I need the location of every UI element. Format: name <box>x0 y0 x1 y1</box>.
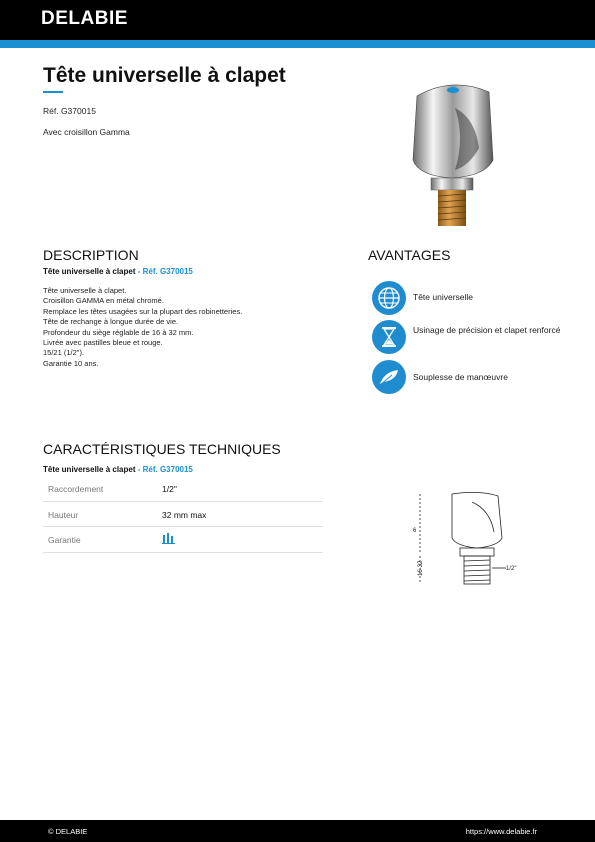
description-product-ref: - Réf. G370015 <box>137 267 193 276</box>
specs-subheading <box>43 465 193 474</box>
drawing-dim-depth: 16-32 <box>418 560 424 576</box>
footer-copyright: © DELABIE <box>48 827 88 836</box>
specs-product-ref: - Réf. G370015 <box>137 465 193 474</box>
footer-link[interactable]: https://www.delabie.fr <box>465 827 537 836</box>
accent-stripe <box>0 40 595 48</box>
advantage-label: Tête universelle <box>413 292 474 302</box>
specs-product-name: Tête universelle à clapet <box>43 465 136 474</box>
product-subtitle: Avec croisillon Gamma <box>43 127 130 137</box>
description-line: Livrée avec pastilles bleue et rouge. <box>43 338 163 348</box>
brand-logo: DELABIE <box>41 8 128 29</box>
footer <box>0 820 595 842</box>
table-row <box>43 502 323 528</box>
description-line: Remplace les têtes usagées sur la plupart des robinetteries. <box>43 306 243 316</box>
description-line: 15/21 (1/2"). <box>43 348 85 358</box>
description-line: Profondeur du siège réglable de 16 à 32 mm. <box>43 327 194 337</box>
title-underline <box>43 91 63 93</box>
product-ref: Réf. G370015 <box>43 106 96 116</box>
feather-icon <box>372 360 406 394</box>
spec-key: Garantie <box>48 535 81 545</box>
advantage-item <box>372 320 572 354</box>
description-line: Croisillon GAMMA en métal chromé. <box>43 296 164 306</box>
spec-value: 32 mm max <box>162 509 207 520</box>
advantage-label: Souplesse de manœuvre <box>413 372 508 382</box>
description-line: Tête de rechange à longue durée de vie. <box>43 317 179 327</box>
description-product-name: Tête universelle à clapet <box>43 267 136 276</box>
description-subheading <box>43 267 193 276</box>
description-heading: DESCRIPTION <box>43 247 139 263</box>
advantages-heading: AVANTAGES <box>368 247 451 263</box>
specs-heading: CARACTÉRISTIQUES TECHNIQUES <box>43 441 281 457</box>
advantage-label: Usinage de précision et clapet renforcé <box>413 325 561 335</box>
warranty-10-icon <box>162 532 176 547</box>
advantage-item <box>372 360 572 394</box>
spec-value: 1/2" <box>162 484 177 494</box>
description-line: Tête universelle à clapet. <box>43 286 127 295</box>
page-title: Tête universelle à clapet <box>43 64 286 87</box>
table-row <box>43 476 323 502</box>
spec-key: Hauteur <box>48 509 79 520</box>
drawing-dim-height: 6 <box>413 528 417 534</box>
technical-drawing <box>410 488 530 588</box>
top-bar <box>0 0 595 40</box>
hourglass-icon <box>372 320 406 354</box>
table-row <box>43 527 323 553</box>
globe-icon <box>372 281 406 315</box>
advantage-item <box>372 281 572 315</box>
drawing-dim-thread: 1/2" <box>506 566 517 572</box>
spec-key: Raccordement <box>48 484 104 494</box>
description-line: Garantie 10 ans. <box>43 358 99 368</box>
specs-table <box>43 476 323 553</box>
product-image <box>405 78 499 228</box>
description-body <box>43 286 333 369</box>
